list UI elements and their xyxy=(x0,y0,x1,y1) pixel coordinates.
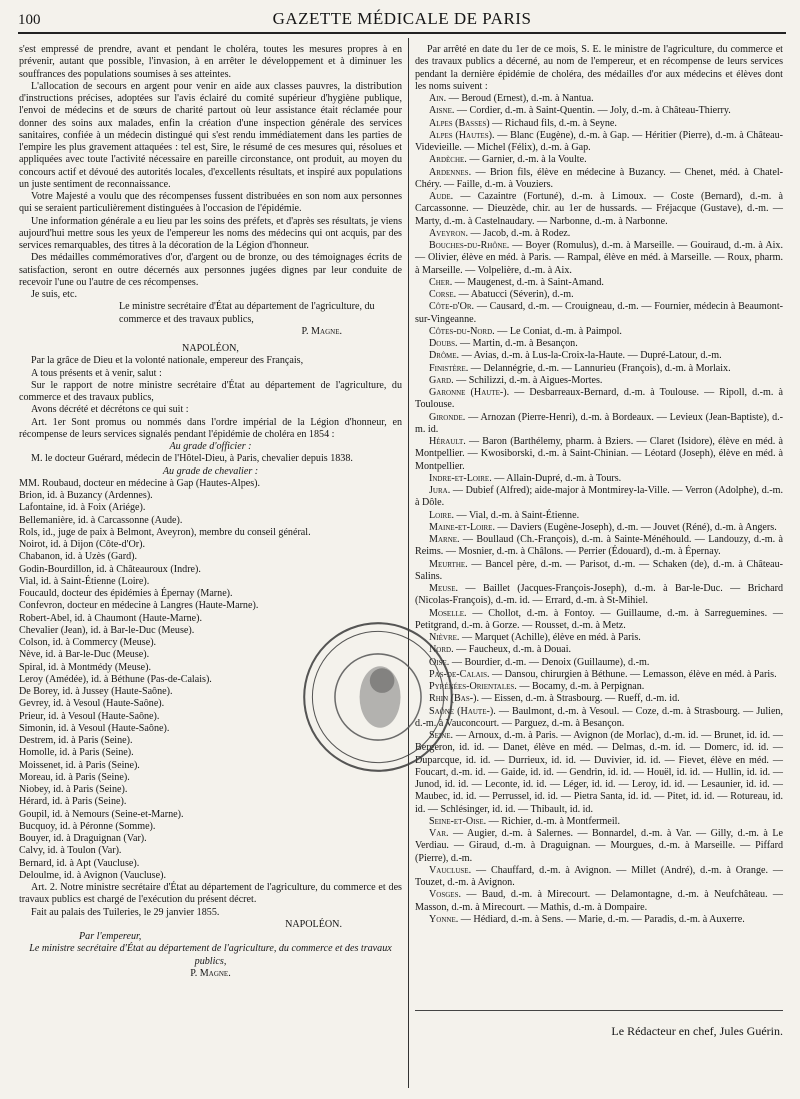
chevalier-entry: Nève, id. à Bar-le-Duc (Meuse). xyxy=(19,649,150,661)
recipient-names: — Eissen, d.-m. à Strasbourg. — Rueff, d.-m. id. xyxy=(479,693,680,705)
medal-entry xyxy=(415,583,783,608)
department-name: Côtes-du-Nord. xyxy=(429,325,495,337)
recipient-names: — Chauffard, d.-m. à Avignon. — Millet (André), d.-m. à Orange. — Touzet, d.-m. à Avignon. xyxy=(415,864,783,888)
medal-announcement: Par arrêté en date du 1er de ce mois, S. E. le ministre de l'agriculture, du commerce et des travaux publics a décerné, au nom de l'empereur, et en récompense de leurs services pendant la dernière épidémie de choléra, des médailles d'or aux médecins et élèves dont les noms suivent : xyxy=(415,44,783,92)
medal-entry xyxy=(415,534,783,559)
department-name: Aude. xyxy=(429,191,454,202)
recipient-names: — Allain-Dupré, d.-m. à Tours. xyxy=(491,472,622,484)
medal-entry xyxy=(415,277,783,289)
medal-entry xyxy=(415,412,783,437)
medal-entry xyxy=(415,167,783,192)
minister-signature-title: Le ministre secrétaire d'État au département de l'agriculture, du commerce et des travaux publics, xyxy=(119,301,375,325)
department-name: Meuse. xyxy=(429,583,458,594)
recipient-names: — Boyer (Romulus), d.-m. à Marseille. — Gouiraud, d.-m. à Aix. — Olivier, élève en méd. à Paris. — Rampal, élève en méd. à Marseille. — Roux, pharm. à Marseille. — Volpelière, d.-m. à Aix. xyxy=(415,240,783,276)
recipient-names: — Arnozan (Pierre-Henri), d.-m. à Bordeaux. — Levieux (Jean-Baptiste), d.-m. id. xyxy=(415,411,783,435)
department-name: Aveyron. xyxy=(429,227,468,239)
minister-signature-name: P. Magne. xyxy=(301,325,342,337)
medal-entry xyxy=(415,644,783,656)
recipient-names: — Augier, d.-m. à Salernes. — Bonnardel, d.-m. à Var. — Gilly, d.-m. à Le Verdiau. — Giraud, d.-m. à Draguignan. — Mourgues, d.-m. à Marseille. — Piffard (Pierre), d.-m. xyxy=(415,828,783,864)
chevalier-entry: Chabanon, id. à Uzès (Gard). xyxy=(19,551,138,563)
grade-officier-heading: Au grade d'officier : xyxy=(169,441,252,452)
recipient-names: — Cordier, d.-m. à Saint-Quentin. — Joly, d.-m. à Château-Thierry. xyxy=(454,105,731,117)
medal-entry xyxy=(415,338,783,350)
footer-rule xyxy=(415,1010,783,1011)
department-name: Aisne. xyxy=(429,105,455,117)
medal-entry xyxy=(415,669,783,681)
medal-list xyxy=(415,93,783,926)
medal-entry xyxy=(415,130,783,155)
medal-entry xyxy=(415,706,783,731)
chevalier-entry: Brion, id. à Buzancy (Ardennes). xyxy=(19,490,153,501)
medal-entry xyxy=(415,681,783,693)
recipient-names: — Jacob, d.-m. à Rodez. xyxy=(467,227,571,239)
department-name: Pas-de-Calais. xyxy=(429,668,490,680)
report-paragraph-4: Une information générale a eu lieu par les soins des préfets, et d'après ses résultats, je viens aujourd'hui mettre sous les yeux de l'empereur les noms des médecins qui ont acquis, par des services remarquables, des titres à la décoration de la Légion d'honneur. xyxy=(19,215,402,251)
department-name: Yonne. xyxy=(429,913,459,925)
medal-entry xyxy=(415,289,783,301)
chevalier-entry: Vial, id. à Saint-Étienne (Loire). xyxy=(19,575,150,587)
chevalier-entry: Calvy, id. à Toulon (Var). xyxy=(19,845,122,857)
department-name: Marne. xyxy=(429,534,460,545)
decree-article-1: Art. 1er Sont promus ou nommés dans l'ordre impérial de la Légion d'honneur, en récompense de leurs services signalés pendant l'épidémie de choléra en 1854 : xyxy=(19,416,402,440)
chevalier-entry: Foucauld, docteur des épidémies à Épernay (Marne). xyxy=(19,588,233,599)
medal-entry xyxy=(415,154,783,166)
department-name: Nord. xyxy=(429,644,454,656)
department-name: Seine. xyxy=(429,730,454,741)
decree-date: Fait au palais des Tuileries, le 29 janvier 1855. xyxy=(31,906,220,918)
medal-entry xyxy=(415,118,783,130)
medal-entry xyxy=(415,828,783,865)
recipient-names: — Martin, d.-m. à Besançon. xyxy=(457,338,578,349)
decree-preamble-2: A tous présents et à venir, salut : xyxy=(31,367,162,379)
chevalier-entry: Spiral, id. à Montmédy (Meuse). xyxy=(19,661,152,673)
department-name: Ain. xyxy=(429,93,447,104)
napoleon-signature: NAPOLÉON. xyxy=(285,918,342,930)
chevalier-entry: Bellemanière, id. à Carcassonne (Aude). xyxy=(19,514,183,526)
recipient-names: — Garnier, d.-m. à la Voulte. xyxy=(466,154,587,166)
page-number: 100 xyxy=(18,12,41,28)
department-name: Nièvre. xyxy=(429,632,460,643)
chevalier-entry: Bernard, id. à Apt (Vaucluse). xyxy=(19,857,140,869)
department-name: Jura. xyxy=(429,485,451,496)
recipient-names: — Baron (Barthélemy, pharm. à Bziers. — Claret (Isidore), élève en méd. à Montpellier. — Kwosiborski, d.-m. à Saint-Chinian. — Léotard (Joseph), élève en méd. à Montpellier. xyxy=(415,436,783,472)
department-name: Moselle. xyxy=(429,607,467,619)
department-name: Cher. xyxy=(429,276,453,288)
column-divider xyxy=(408,38,409,1088)
medal-entry xyxy=(415,522,783,534)
chevalier-entry: De Borey, id. à Jussey (Haute-Saône). xyxy=(19,686,173,697)
medal-entry xyxy=(415,914,783,926)
medal-entry xyxy=(415,816,783,828)
recipient-names: — Maugenest, d.-m. à Saint-Amand. xyxy=(452,276,604,288)
chevalier-entry: Moreau, id. à Paris (Seine). xyxy=(19,771,130,783)
recipient-names: — Marquet (Achille), élève en méd. à Paris. xyxy=(459,632,641,643)
medal-entry xyxy=(415,485,783,510)
medal-entry xyxy=(415,350,783,362)
recipient-names: — Dubief (Alfred); aide-major à Montmirey-la-Ville. — Verron (Adolphe), d.-m. à Dôle. xyxy=(415,485,783,509)
chevalier-entry: Prieur, id. à Vesoul (Haute-Saône). xyxy=(19,710,160,722)
department-name: Vaucluse. xyxy=(429,864,472,876)
chevalier-entry: Niobey, id. à Paris (Seine). xyxy=(19,784,128,795)
recipient-names: — Faucheux, d.-m. à Douai. xyxy=(453,644,572,656)
medal-entry xyxy=(415,228,783,240)
medal-entry xyxy=(415,510,783,522)
chevalier-entry: Bucquoy, id. à Péronne (Somme). xyxy=(19,820,156,832)
department-name: Maine-et-Loire. xyxy=(429,521,495,533)
chevalier-entry: Goupil, id. à Nemours (Seine-et-Marne). xyxy=(19,808,184,820)
decree-article-2: Art. 2. Notre ministre secrétaire d'État au département de l'agriculture, du commerce et des travaux publics est chargé de l'exécution du présent décret. xyxy=(19,882,402,906)
report-paragraph-3: Votre Majesté a voulu que des récompenses fussent distribuées en son nom aux personnes qui se seraient particulièrement distinguées à l'occasion de l'épidémie. xyxy=(19,191,402,215)
officier-entry: M. le docteur Guérard, médecin de l'Hôtel-Dieu, à Paris, chevalier depuis 1838. xyxy=(31,453,353,465)
recipient-names: — Vial, d.-m. à Saint-Étienne. xyxy=(454,509,580,521)
department-name: Drôme. xyxy=(429,350,460,362)
report-paragraph-2: L'allocation de secours en argent pour venir en aide aux classes pauvres, la distribution d'instructions précises, adoptées sur l'avis éclairé du comité supérieur d'hygiène publique, l'envoi de médecins et de sœurs de charité partout où leur assistance était réclamée pour donner des soins aux malades, enfin la création d'une inspection générale des services sanitaires, confiée à un médecin distingué qui s'est rendu immédiatement dans les parties de l'empire les plus gravement attaquées : tel est, Sire, le résumé de ces mesures qui, résolues et appliquées avec toute l'activité nécessaire en pareille circonstance, ont produit, au moyen du concours actif et dévoué des autorités locales, d'excellents résultats, et inspiré aux populations un juste sentiment de reconnaissance. xyxy=(19,80,402,190)
medal-entry xyxy=(415,865,783,890)
report-closing: Je suis, etc. xyxy=(31,289,77,300)
left-column xyxy=(19,44,402,980)
department-name: Alpes (Basses) xyxy=(429,117,490,129)
chevalier-entry: Rols, id., juge de paix à Belmont, Aveyron), membre du conseil général. xyxy=(19,526,311,538)
department-name: Corse. xyxy=(429,289,457,300)
department-name: Bouches-du-Rhône. xyxy=(429,240,510,251)
department-name: Pyrénées-Orientales. xyxy=(429,681,517,692)
recipient-names: — Blanc (Eugène), d.-m. à Gap. — Héritier (Pierre), d.-m. à Château-Videvieille. — Michel (Félix), d.-m. à Gap. xyxy=(415,129,783,153)
recipient-names: — Baillet (Jacques-François-Joseph), d.-m. à Bar-le-Duc. — Brichard (Nicolas-François), d.-m. id. — Errard, d.-m. à St-Mihiel. xyxy=(415,583,783,607)
decree-preamble-1: Par la grâce de Dieu et la volonté nationale, empereur des Français, xyxy=(31,355,304,367)
recipient-names: — Le Coniat, d.-m. à Paimpol. xyxy=(494,325,622,337)
chevalier-entry: Colson, id. à Commercy (Meuse). xyxy=(19,637,157,648)
recipient-names: — Bourdier, d.-m. — Denoix (Guillaume), d.-m. xyxy=(449,656,650,668)
department-name: Gironde. xyxy=(429,411,466,423)
countersign-name: P. Magne. xyxy=(190,967,231,979)
recipient-names: — Beroud (Ernest), d.-m. à Nantua. xyxy=(446,93,594,104)
medal-entry xyxy=(415,889,783,914)
chevalier-entry: Leroy (Amédée), id. à Béthune (Pas-de-Calais). xyxy=(19,673,212,685)
chevalier-entry: Simonin, id. à Vesoul (Haute-Saône). xyxy=(19,722,170,734)
recipient-names: — Bocamy, d.-m. à Perpignan. xyxy=(516,681,645,692)
medal-entry xyxy=(415,632,783,644)
recipient-names: — Richaud fils, d.-m. à Seyne. xyxy=(489,117,617,129)
report-paragraph-1: s'est empressé de prendre, avant et pendant le choléra, toutes les mesures propres à en prévenir, autant que possible, l'invasion, à en arrêter le développement et à diminuer les souffrances des populations soumises à ses atteintes. xyxy=(19,44,402,80)
department-name: Garonne (Haute-). xyxy=(429,387,510,398)
chevalier-entry: Chevalier (Jean), id. à Bar-le-Duc (Meuse). xyxy=(19,624,195,636)
chevalier-entry: MM. Roubaud, docteur en médecine à Gap (Hautes-Alpes). xyxy=(19,477,261,489)
department-name: Seine-et-Oise. xyxy=(429,815,487,827)
medal-entry xyxy=(415,473,783,485)
department-name: Finistère. xyxy=(429,362,469,374)
recipient-names: — Hédiard, d.-m. à Sens. — Marie, d.-m. — Paradis, d.-m. à Auxerre. xyxy=(458,913,745,925)
chevalier-entry: Noirot, id. à Dijon (Côte-d'Or). xyxy=(19,539,146,550)
department-name: Côte-d'Or. xyxy=(429,301,475,313)
recipient-names: — Brion fils, élève en médecine à Buzancy. — Chenet, méd. à Chatel-Chéry. — Faille, d.-m. à Vouziers. xyxy=(415,166,783,190)
grade-chevalier-heading: Au grade de chevalier : xyxy=(162,465,259,477)
department-name: Ardennes. xyxy=(429,166,472,178)
department-name: Var. xyxy=(429,828,449,839)
medal-entry xyxy=(415,326,783,338)
recipient-names: — Delannégrie, d.-m. — Lannurieu (François), d.-m. à Morlaix. xyxy=(468,362,731,374)
recipient-names: — Arnoux, d.-m. à Paris. — Avignon (de Morlac), d.-m. id. — Brunet, id. id. — Bergeron, id. id. — Danet, élève en méd. — Delmas, d.-m. id. — Domerc, id. id. — Duparcque, id. id. — Durrieux, id. id. — Duvivier, id. id. — Fievet, élève en méd. — Foucart, d.-m. id. — Gaide, id. id. — Gendrin, id. id. — Houël, id. id. — Hullin, id. id. — Junod, id. id. — Leconte, id. id. — Léger, id. id. — Leroy, id. id. — Lesaunier, id. id. — Maubec, id. id. — Perrussel, id. id. — Pietra Santa, id. id. — Pitet, id. id. — Rotureau, id. id. — Schlésinger, id. id. — Thibault, id. id. xyxy=(415,730,783,815)
medal-entry xyxy=(415,436,783,473)
recipient-names: — Bancel père, d.-m. — Parisot, d.-m. — Schaken (de), d.-m. à Château-Salins. xyxy=(415,558,783,582)
recipient-names: — Avias, d.-m. à Lus-la-Croix-la-Haute. — Dupré-Latour, d.-m. xyxy=(459,350,722,362)
department-name: Doubs. xyxy=(429,338,458,349)
chevalier-entry: Gevrey, id. à Vesoul (Haute-Saône). xyxy=(19,698,165,710)
chevalier-entry: Bouyer, id. à Draguignan (Var). xyxy=(19,833,147,844)
chevalier-entry: Lafontaine, id. à Foix (Ariége). xyxy=(19,502,146,514)
chevalier-entry: Hérard, id. à Paris (Seine). xyxy=(19,796,127,808)
recipient-names: — Richier, d.-m. à Montfermeil. xyxy=(486,815,621,827)
chevalier-entry: Homolle, id. à Paris (Seine). xyxy=(19,747,134,759)
chevalier-entry: Confevron, docteur en médecine à Langres (Haute-Marne). xyxy=(19,600,259,612)
recipient-names: — Desbarreaux-Bernard, d.-m. à Toulouse. — Ripoll, d.-m. à Toulouse. xyxy=(415,387,783,411)
department-name: Gard. xyxy=(429,374,454,386)
medal-entry xyxy=(415,93,783,105)
medal-entry xyxy=(415,363,783,375)
department-name: Meurthe. xyxy=(429,558,468,570)
medal-entry xyxy=(415,608,783,633)
department-name: Saône (Haute-). xyxy=(429,705,496,717)
medal-entry xyxy=(415,375,783,387)
chevalier-entry: Moissenet, id. à Paris (Seine). xyxy=(19,759,140,771)
decree-preamble-3: Sur le rapport de notre ministre secrétaire d'État au département de l'agriculture, du commerce et des travaux publics, xyxy=(19,379,402,403)
department-name: Indre-et-Loire. xyxy=(429,472,492,484)
department-name: Loire. xyxy=(429,509,455,521)
chevalier-entry: Godin-Bourdillon, id. à Châteauroux (Indre). xyxy=(19,563,201,575)
medal-entry xyxy=(415,301,783,326)
recipient-names: — Cazaintre (Fortuné), d.-m. à Limoux. — Coste (Bernard), d.-m. à Carcassonne. — Dieuzède, chir. au 1er de hussards. — Fréjacque (Gustave), d.-m. — Marty, d.-m. à Castelnaudary. — Narbonne, d.-m. à Narbonne. xyxy=(415,191,783,227)
decree-heading: NAPOLÉON, xyxy=(182,343,239,354)
report-paragraph-5: Des médailles commémoratives d'or, d'argent ou de bronze, ou des témoignages écrits de satisfaction, seront en outre décernés aux personnes jugées dignes par leur conduite de recevoir l'une ou l'autre de ces récompenses. xyxy=(19,252,402,288)
department-name: Rhin (Bas-). xyxy=(429,693,479,705)
department-name: Vosges. xyxy=(429,889,461,901)
journal-title: GAZETTE MÉDICALE DE PARIS xyxy=(272,9,532,28)
medal-entry xyxy=(415,693,783,705)
department-name: Oise. xyxy=(429,656,450,668)
chevalier-entry: Robert-Abel, id. à Chaumont (Haute-Marne). xyxy=(19,612,203,624)
decree-preamble-4: Avons décrété et décrétons ce qui suit : xyxy=(31,404,189,416)
recipient-names: — Baulmont, d.-m. à Vesoul. — Coze, d.-m. à Strasbourg. — Julien, d.-m. à Vauconcourt. — Parguez, d.-m. à Besançon. xyxy=(415,705,784,729)
recipient-names: — Abatucci (Séverin), d.-m. xyxy=(456,289,574,300)
department-name: Alpes (Hautes). xyxy=(429,129,495,141)
par-empereur: Par l'empereur, xyxy=(79,931,142,942)
medal-entry xyxy=(415,240,783,277)
recipient-names: — Causard, d.-m. — Crouigneau, d.-m. — Fournier, médecin à Beaumont-sur-Vingeanne. xyxy=(415,301,783,325)
recipient-names: — Dansou, chirurgien à Béthune. — Lemasson, élève en méd. à Paris. xyxy=(489,668,777,680)
right-column xyxy=(415,44,783,926)
recipient-names: — Boullaud (Ch.-François), d.-m. à Sainte-Ménéhould. — Landouzy, d.-m. à Reims. — Mosnier, d.-m. à Châlons. — Perrier (Édouard), d.-m. à Épernay. xyxy=(415,534,783,558)
medal-entry xyxy=(415,387,783,412)
department-name: Ardèche. xyxy=(429,154,467,166)
medal-entry xyxy=(415,191,783,228)
department-name: Hérault. xyxy=(429,436,466,447)
library-stamp-seal xyxy=(296,615,460,779)
medal-entry xyxy=(415,105,783,117)
recipient-names: — Chollot, d.-m. à Fontoy. — Guillaume, d.-m. à Sarreguemines. — Petitgrand, d.-m. à Gorze. — Rousset, d.-m. à Metz. xyxy=(415,607,783,631)
medal-entry xyxy=(415,657,783,669)
chevalier-entry: Deloulme, id. à Avignon (Vaucluse). xyxy=(19,869,166,881)
medal-entry xyxy=(415,559,783,584)
editor-signature: Le Rédacteur en chef, Jules Guérin. xyxy=(611,1024,783,1038)
chevalier-entry: Destrem, id. à Paris (Seine). xyxy=(19,735,133,746)
countersign-title: Le ministre secrétaire d'État au département de l'agriculture, du commerce et des travaux publics, xyxy=(29,943,392,967)
recipient-names: — Schilizzi, d.-m. à Aigues-Mortes. xyxy=(453,374,603,386)
page-header xyxy=(18,6,786,34)
medal-entry xyxy=(415,730,783,816)
recipient-names: — Baud, d.-m. à Mirecourt. — Delamontagne, d.-m. à Neufchâteau. — Masson, d.-m. à Mirecourt. — Mathis, d.-m. à Dompaire. xyxy=(415,889,783,913)
recipient-names: — Daviers (Eugène-Joseph), d.-m. — Jouvet (Réné), d.-m. à Angers. xyxy=(495,521,777,533)
